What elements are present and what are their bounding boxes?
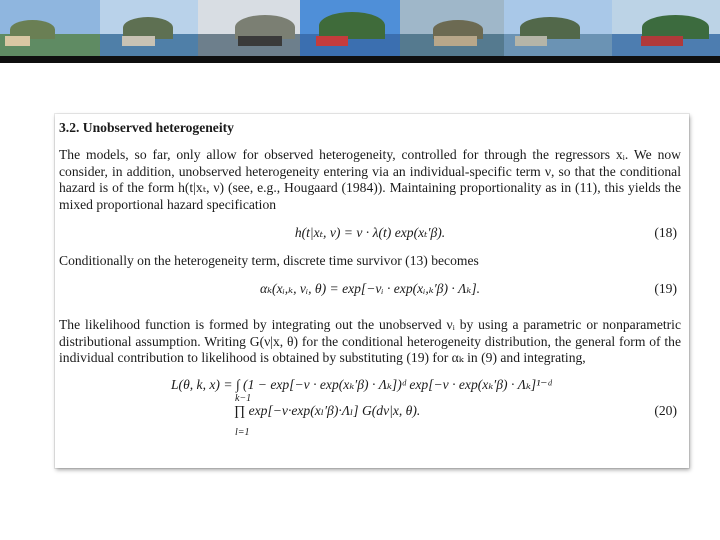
photo-town: [122, 36, 155, 46]
paragraph-survivor: Conditionally on the heterogeneity term, discrete time survivor (13) becomes: [59, 253, 479, 269]
hilltop-village-photo: [0, 0, 100, 56]
lake-panorama-photo: [100, 0, 198, 56]
lakeside-promenade-photo: [198, 0, 300, 56]
equation-18: [59, 222, 681, 246]
equation-20-line-1: L(θ, k, x) = ∫ (1 − exp[−ν · exp(xₖ′β) · Λₖ])ᵈ exp[−ν · exp(xₖ′β) · Λₖ]¹⁻ᵈ: [171, 376, 552, 392]
paper-excerpt: [55, 114, 689, 468]
equation-20-product-lower: l=1: [235, 426, 250, 438]
banner-divider: [0, 56, 720, 63]
equation-19-expression: αₖ(xᵢ,ₖ, νᵢ, θ) = exp[−νᵢ · exp(xᵢ,ₖ′β) · Λₖ].: [259, 281, 481, 297]
equation-20-number: (20): [654, 402, 677, 418]
photo-town: [641, 36, 683, 46]
paragraph-intro: The models, so far, only allow for observed heterogeneity, controlled for through the regressors xᵢ. We now consider, in addition, unobserved heterogeneity entering via an individual-specific term ν, so that the conditional hazard is of the form h(t|xₜ, ν) (see, e.g., Hougaard (1984)). Maintaining proportionality as in (11), this yields the mixed proportional hazard specification: [59, 147, 681, 212]
section-title: 3.2. Unobserved heterogeneity: [59, 120, 234, 135]
palm-promenade-photo: [612, 0, 720, 56]
photo-town: [434, 36, 477, 46]
photo-town: [316, 36, 348, 46]
equation-18-number: (18): [654, 225, 677, 241]
equation-20-line-2: ∏ exp[−ν·exp(xₗ′β)·Λₗ] G(dν|x, θ).: [234, 402, 421, 418]
equation-19: [59, 278, 681, 302]
photo-town: [5, 36, 30, 46]
photo-town: [515, 36, 547, 46]
photo-banner: [0, 0, 720, 56]
equation-20: [59, 373, 681, 441]
paragraph-likelihood: The likelihood function is formed by integrating out the unobserved νᵢ by using a parametric or nonparametric distributional assumption. Writing G(ν|x, θ) for the conditional heterogeneity distribution, the general form of the individual contribution to likelihood is obtained by substituting (19) for αₖ in (9) and integrating,: [59, 317, 681, 366]
equation-19-number: (19): [654, 281, 677, 297]
photo-town: [238, 36, 282, 46]
mountain-lake-photo: [504, 0, 612, 56]
equation-20-product-upper: k−1: [235, 392, 252, 404]
equation-18-expression: h(t|xₜ, ν) = ν · λ(t) exp(xₜ′β).: [294, 225, 446, 241]
garden-lake-photo: [300, 0, 400, 56]
aerial-bay-photo: [400, 0, 504, 56]
